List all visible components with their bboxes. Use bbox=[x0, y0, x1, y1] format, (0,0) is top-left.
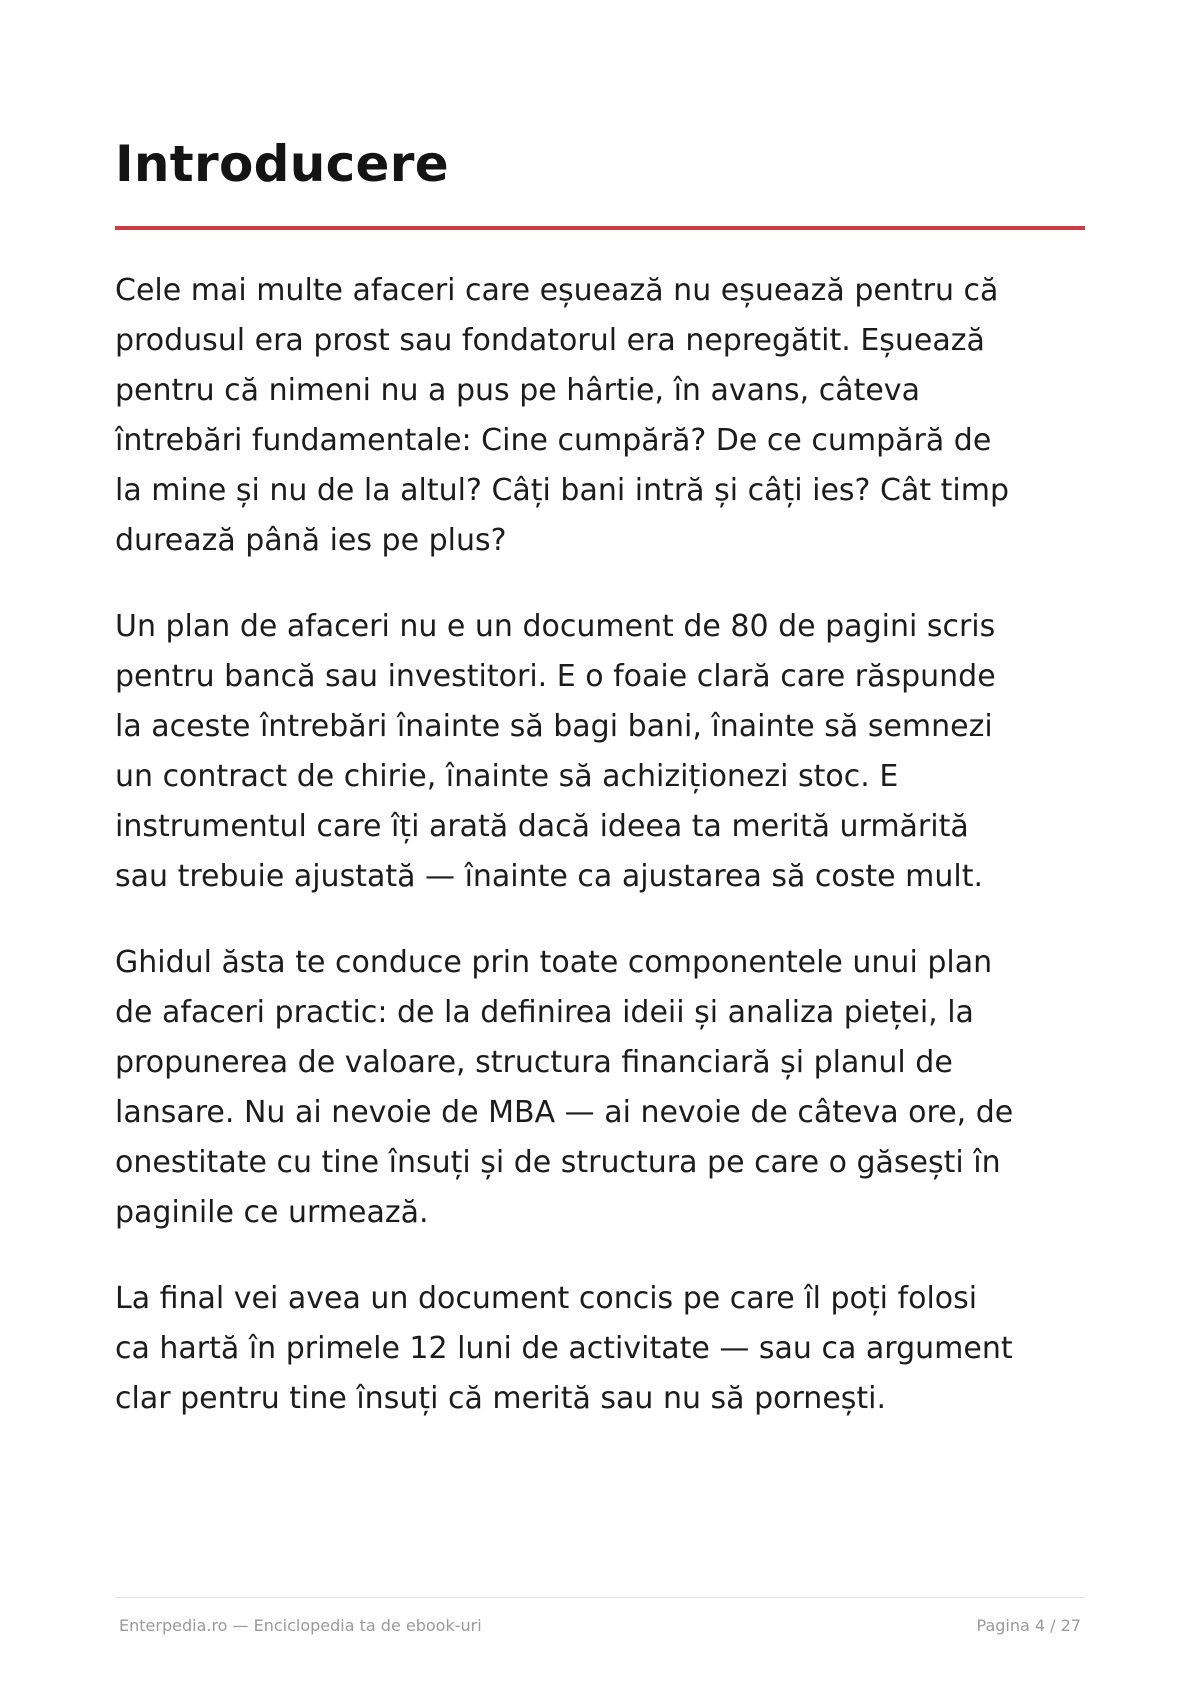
document-page bbox=[115, 0, 1085, 1683]
page-title: Introducere bbox=[115, 135, 449, 193]
footer-divider bbox=[115, 1597, 1085, 1598]
title-divider bbox=[115, 226, 1085, 230]
footer-page-number: Pagina 4 / 27 bbox=[976, 1616, 1081, 1635]
body-text bbox=[115, 266, 1105, 1460]
paragraph-3: Ghidul ăsta te conduce prin toate componentele unui plan de afaceri practic: de la definirea ideii și analiza pieței, la propunerea de valoare, structura financiară și planul de lansare. Nu ai nevoie de MBA — ai nevoie de câteva ore, de onestitate cu tine însuți și de structura pe care o găsești în paginile ce urmează. bbox=[115, 945, 1014, 1230]
footer-site-name: Enterpedia.ro — Enciclopedia ta de ebook-uri bbox=[119, 1616, 482, 1635]
paragraph-4: La final vei avea un document concis pe care îl poți folosi ca hartă în primele 12 luni de activitate — sau ca argument clar pentru tine însuți că merită sau nu să pornești. bbox=[115, 1281, 1013, 1416]
paragraph-1: Cele mai multe afaceri care eșuează nu eșuează pentru că produsul era prost sau fondatorul era nepregătit. Eșuează pentru că nimeni nu a pus pe hârtie, în avans, câteva întrebări fundamentale: Cine cumpără? De ce cumpără de la mine și nu de la altul? Câți bani intră și câți ies? Cât timp durează până ies pe plus? bbox=[115, 273, 1009, 558]
paragraph-2: Un plan de afaceri nu e un document de 80 de pagini scris pentru bancă sau investitori. E o foaie clară care răspunde la aceste întrebări înainte să bagi bani, înainte să semnezi un contract de chirie, înainte să achiziționezi stoc. E instrumentul care îți arată dacă ideea ta merită urmărită sau trebuie ajustată — înainte ca ajustarea să coste mult. bbox=[115, 609, 996, 894]
